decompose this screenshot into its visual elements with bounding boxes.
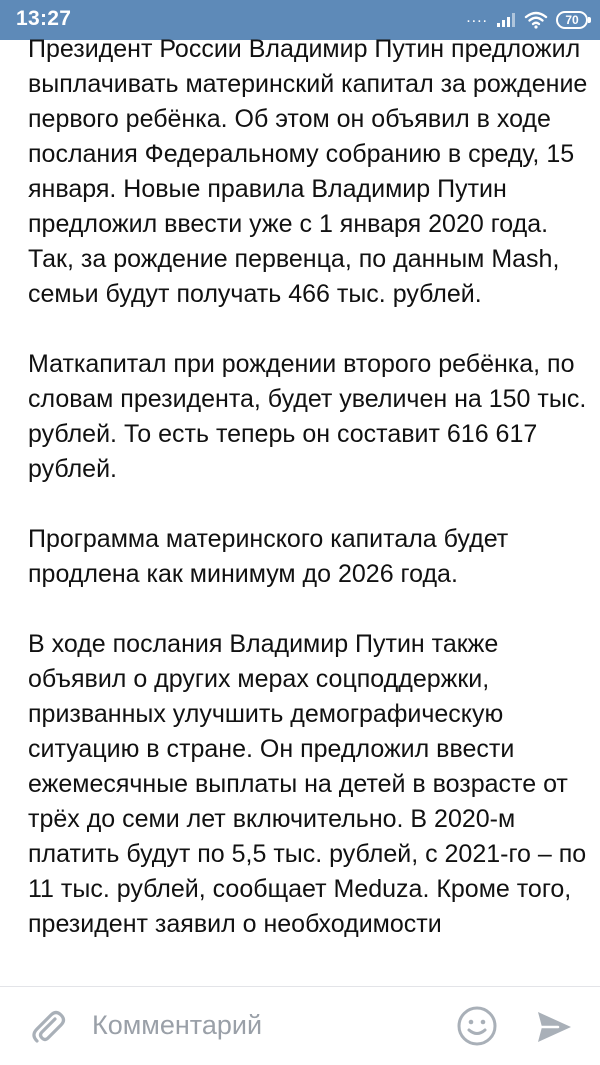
notification-dots: .... [466,9,488,26]
status-icons [466,8,588,32]
signal-icon [496,12,516,28]
comment-bar [0,987,600,1065]
paragraph-4: В ходе послания Владимир Путин также объявил о других мерах соцподдержки, призванных улучшить демографическую ситуацию в стране. Он предложил ввести ежемесячные выплаты на детей в возрасте от трёх до семи лет включительно. В 2020-м платить будут по 5,5 тыс. рублей, с 2021-го – по 11 тыс. рублей, сообщает Meduza. Кроме того, президент заявил о необходимости [28,630,587,938]
paragraph-3: Программа материнского капитала будет продлена как минимум до 2026 года. [28,525,509,588]
battery-icon [556,11,588,29]
post-text [28,32,588,986]
paragraph-2: Маткапитал при рождении второго ребёнка, по словам президента, будет увеличен на 150 тыс. рублей. То есть теперь он составит 616 617 рублей. [28,350,587,483]
wifi-icon [524,11,548,29]
emoji-icon[interactable] [456,1005,498,1047]
battery-level: 70 [565,13,579,27]
paragraph-1: Президент России Владимир Путин предложил выплачивать материнский капитал за рождение первого ребёнка. Об этом он объявил в ходе послания Федеральному собранию в среду, 15 января. Новые правила Владимир Путин предложил ввести уже с 1 января 2020 года. Так, за рождение первенца, по данным Mash, семьи будут получать 466 тыс. рублей. [28,35,588,308]
send-icon[interactable] [534,1007,574,1047]
paperclip-icon[interactable] [28,1007,68,1047]
comment-input[interactable] [92,1003,432,1047]
status-time: 13:27 [16,7,72,30]
